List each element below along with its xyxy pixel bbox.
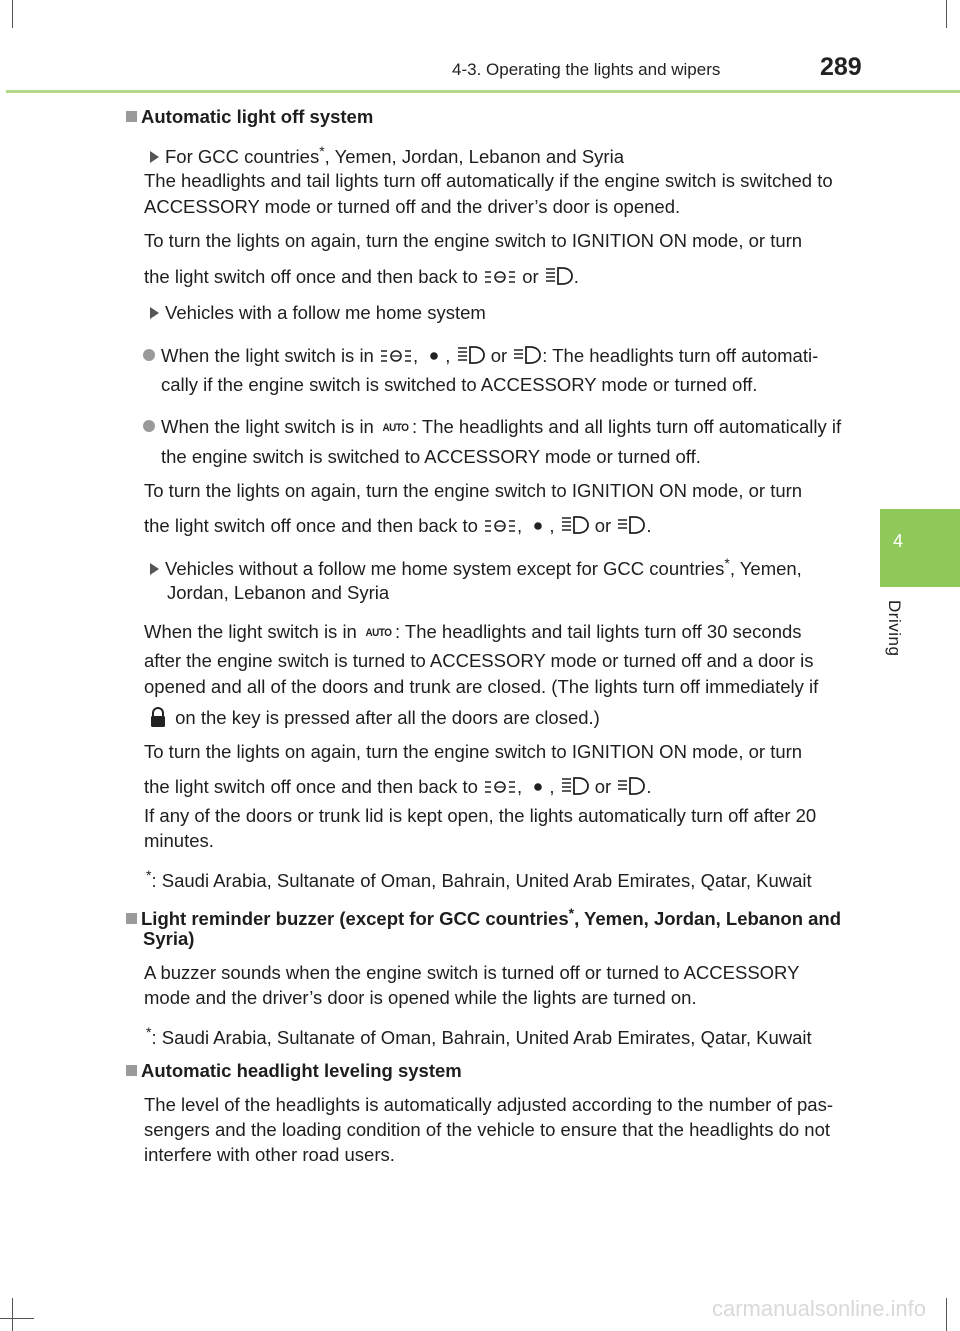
headlight-icon (544, 265, 574, 287)
paragraph-line: If any of the doors or trunk lid is kept open, the lights automatically turn off after 20 (144, 805, 817, 826)
paragraph-line: the light switch off once and then back to , , or . (144, 776, 652, 797)
headlight-icon (560, 514, 590, 536)
footnote: *: Saudi Arabia, Sultanate of Oman, Bahrain, United Arab Emirates, Qatar, Kuwait (146, 867, 812, 891)
triangle-bullet-icon (150, 307, 159, 319)
section-heading-line: Syria) (143, 928, 195, 949)
lock-icon (146, 706, 170, 728)
page-number: 289 (820, 53, 862, 81)
crop-mark (946, 1298, 947, 1331)
chapter-number: 4 (892, 531, 903, 551)
crop-mark (0, 1318, 34, 1319)
square-bullet-icon (126, 1065, 137, 1076)
chapter-tab (880, 509, 960, 587)
round-bullet-icon (143, 420, 155, 432)
paragraph-line: To turn the lights on again, turn the engine switch to IGNITION ON mode, or turn (144, 741, 803, 762)
paragraph-line: the light switch off once and then back to , , or . (144, 515, 652, 536)
round-bullet-icon (143, 349, 155, 361)
paragraph-line: on the key is pressed after all the doors are closed.) (146, 706, 600, 729)
paragraph-line: To turn the lights on again, turn the engine switch to IGNITION ON mode, or turn (144, 480, 803, 501)
paragraph-line: sengers and the loading condition of the vehicle to ensure that the headlights do not (144, 1119, 831, 1140)
tail-light-icon (483, 516, 517, 536)
fog-light-dot-icon (527, 516, 549, 536)
paragraph-line: The level of the headlights is automatically adjusted according to the number of pas- (144, 1094, 834, 1115)
crop-mark (946, 0, 947, 28)
tail-light-icon (379, 346, 413, 366)
paragraph-line: mode and the driver’s door is opened while the lights are turned on. (144, 987, 697, 1008)
watermark: carmanualsonline.info (712, 1296, 927, 1321)
paragraph-line: the light switch off once and then back to or . (144, 266, 579, 287)
paragraph-line: cally if the engine switch is switched to ACCESSORY mode or turned off. (161, 374, 758, 395)
headlight-low-beam-icon (616, 775, 646, 797)
headlight-icon (456, 344, 486, 366)
paragraph-line: opened and all of the doors and trunk are closed. (The lights turn off immediately if (144, 676, 819, 697)
paragraph-line: interfere with other road users. (144, 1144, 395, 1165)
condition-bullet: Vehicles without a follow me home system except for GCC countries*, Yemen, (150, 552, 802, 580)
chapter-label: Driving (885, 600, 904, 657)
section-heading: Automatic headlight leveling system (126, 1060, 462, 1082)
headlight-low-beam-icon (616, 514, 646, 536)
section-heading: Light reminder buzzer (except for GCC countries*, Yemen, Jordan, Lebanon and (126, 902, 841, 930)
auto-icon: AUTO (365, 627, 392, 639)
list-item: When the light switch is in AUTO : The headlights and all lights turn off automatically if (143, 416, 841, 439)
paragraph-line: ACCESSORY mode or turned off and the driver’s door is opened. (144, 196, 681, 217)
square-bullet-icon (126, 111, 137, 122)
section-title: 4-3. Operating the lights and wipers (452, 60, 721, 79)
header-rule (6, 90, 960, 93)
headlight-low-beam-icon (512, 344, 542, 366)
crop-mark (12, 0, 13, 28)
square-bullet-icon (126, 913, 137, 924)
paragraph-line: A buzzer sounds when the engine switch is turned off or turned to ACCESSORY (144, 962, 800, 983)
headlight-icon (560, 775, 590, 797)
fog-light-dot-icon (527, 777, 549, 797)
paragraph-line: The headlights and tail lights turn off automatically if the engine switch is switched to (144, 170, 833, 191)
crop-mark (12, 1298, 13, 1331)
paragraph-line: after the engine switch is turned to ACCESSORY mode or turned off and a door is (144, 650, 814, 671)
paragraph-line: To turn the lights on again, turn the engine switch to IGNITION ON mode, or turn (144, 230, 803, 251)
paragraph-line: the engine switch is switched to ACCESSORY mode or turned off. (161, 446, 701, 467)
paragraph-line: minutes. (144, 830, 214, 851)
auto-icon: AUTO (382, 422, 409, 434)
triangle-bullet-icon (150, 563, 159, 575)
footnote: *: Saudi Arabia, Sultanate of Oman, Bahrain, United Arab Emirates, Qatar, Kuwait (146, 1024, 812, 1048)
section-heading: Automatic light off system (126, 106, 373, 128)
triangle-bullet-icon (150, 151, 159, 163)
condition-bullet: Vehicles with a follow me home system (150, 302, 486, 324)
tail-light-icon (483, 267, 517, 287)
list-item: When the light switch is in , , or : The headlights turn off automati- (143, 344, 818, 367)
tail-light-icon (483, 777, 517, 797)
paragraph-line: When the light switch is in AUTO : The headlights and tail lights turn off 30 seconds (144, 621, 802, 642)
condition-bullet: For GCC countries*, Yemen, Jordan, Lebanon and Syria (150, 140, 624, 168)
fog-light-dot-icon (423, 346, 445, 366)
paragraph-line: Jordan, Lebanon and Syria (167, 582, 390, 603)
